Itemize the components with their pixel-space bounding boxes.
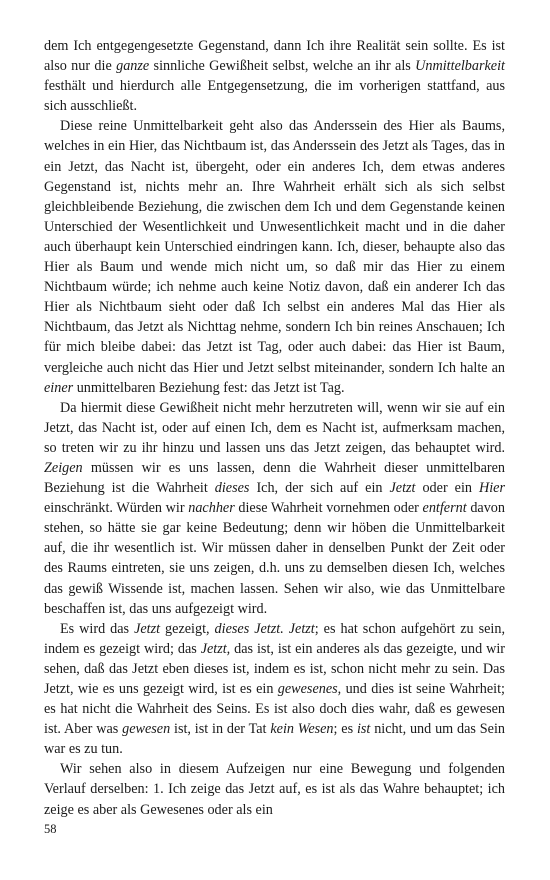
text-run: Wir sehen also in diesem Aufzeigen nur eine Bewegung und folgenden Verlauf derselben: 1. Ich zeige das Jetzt auf, es ist als das Wahre behauptet; ich zeige es aber als Gewesenes oder als ein	[44, 761, 505, 818]
text-run: müssen wir es uns lassen, denn die Wahrheit dieser unmittelbaren Beziehung ist die Wahrheit	[44, 459, 505, 497]
text-run: ; es hat schon aufgehört zu sein, indem es gezeigt wird; das	[44, 620, 506, 657]
text-run: , und dies ist seine Wahrheit; es hat nicht die Wahrheit des Seins. Es ist also doch dies wahr, daß es gewesen ist. Aber was	[44, 681, 505, 738]
text-run: sinnliche Gewißheit selbst, welche an ihr als	[149, 58, 416, 75]
text-run: Diese reine Unmittelbarkeit geht also das Anderssein des Hier als Baums, welches in ein Hier, das Nichtbaum ist, das Anderssein des Jetzt als Tages, das in ein Jetzt, das Nacht ist, übergeht, oder ein anderes Ich, dem etwas anderes Gegenstand ist, nichts mehr an. Ihre Wahrheit erhält sich als sich selbst gleichbleibende Beziehung, die zwischen dem Ich und dem Gegenstande keinen Unterschied der Wesentlichkeit und Unwesentlichkeit macht und in die daher auch überhaupt kein Unterschied eindringen kann. Ich, dieser, behaupte also das Hier als Baum und wende mich nicht um, so daß mir das Hier zu einem Nichtbaum würde; ich nehme auch keine Notiz davon, daß ein anderer Ich das Hier als Nichtbaum sieht oder daß Ich selbst ein anderes Mal das Hier als Nichtbaum, das Jetzt als Nichttag nehme, sondern Ich bin reines Anschauen; Ich für mich bleibe dabei: das Jetzt ist Tag, oder auch dabei: das Hier ist Baum, vergleiche auch nicht das Hier und Jetzt selbst miteinander, sondern Ich halte an	[44, 118, 505, 376]
text-run: einschränkt. Würden wir	[44, 500, 189, 517]
text-run: Es wird das	[60, 620, 135, 637]
italic-text-run: gewesen	[122, 721, 171, 738]
text-run: das ist, ist ein anderes als das gezeigte, und wir sehen, daß das Jetzt eben dieses ist, indem es ist, schon nicht mehr zu sein. Das Jetzt, wie es uns gezeigt wird, ist es ein	[44, 640, 505, 697]
italic-text-run: ganze	[116, 58, 150, 75]
italic-text-run: dieses Jetzt. Jetzt	[214, 620, 315, 637]
italic-text-run: entfernt	[422, 500, 467, 517]
italic-text-run: dieses	[214, 480, 250, 497]
text-run: dem Ich entgegengesetzte Gegenstand, dann Ich ihre Realität sein sollte. Es ist also nur die	[44, 38, 505, 75]
italic-text-run: ist	[356, 721, 371, 738]
paragraph-3	[44, 398, 505, 619]
italic-text-run: kein Wesen	[270, 721, 334, 738]
paragraph-2	[44, 116, 505, 397]
text-run: festhält und hierdurch alle Entgegensetzung, die im vorherigen stattfand, aus sich ausschließt.	[44, 78, 505, 115]
italic-text-run: Jetzt	[134, 620, 161, 637]
italic-text-run: nachher	[188, 500, 235, 517]
italic-text-run: gewesenes	[277, 681, 338, 697]
text-run: ; es	[333, 721, 357, 738]
text-run: diese Wahrheit vornehmen oder	[234, 500, 423, 517]
italic-text-run: Jetzt,	[200, 640, 231, 657]
text-run: oder ein	[415, 480, 479, 497]
page-body	[44, 36, 505, 820]
italic-text-run: Zeigen	[44, 459, 83, 476]
text-run: Ich, der sich auf ein	[249, 480, 390, 497]
text-run: Da hiermit diese Gewißheit nicht mehr herzutreten will, wenn wir sie auf ein Jetzt, das Nacht ist, oder auf einen Ich, dem es Nacht ist, aufmerksam machen, so treten wir zu ihr hinzu und lassen uns das Jetzt zeigen, das behauptet wird.	[44, 399, 505, 456]
text-run: davon stehen, so hätte sie gar keine Bedeutung; denn wir höben die Unmittelbarkeit auf, die ihr wesentlich ist. Wir müssen daher in denselben Punkt der Zeit oder des Raums eintreten, sie uns zeigen, d.h. uns zu demselben diesen Ich, welches das gewiß Wissende ist, machen lassen. Sehen wir also, wie das Unmittelbare beschaffen ist, das uns aufgezeigt wird.	[44, 500, 505, 617]
paragraph-1	[44, 36, 505, 116]
italic-text-run: einer	[44, 379, 74, 396]
italic-text-run: Jetzt	[389, 480, 416, 497]
page-number: 58	[44, 822, 57, 836]
text-run: nicht, und um das Sein war es zu tun.	[44, 721, 505, 758]
paragraph-4	[44, 619, 505, 760]
text-run: gezeigt,	[160, 620, 215, 637]
italic-text-run: Hier	[478, 480, 505, 497]
italic-text-run: Unmittelbarkeit	[415, 58, 505, 75]
paragraph-5	[44, 759, 505, 819]
text-run: ist, ist in der Tat	[170, 721, 271, 738]
text-run: unmittelbaren Beziehung fest: das Jetzt ist Tag.	[73, 379, 345, 396]
